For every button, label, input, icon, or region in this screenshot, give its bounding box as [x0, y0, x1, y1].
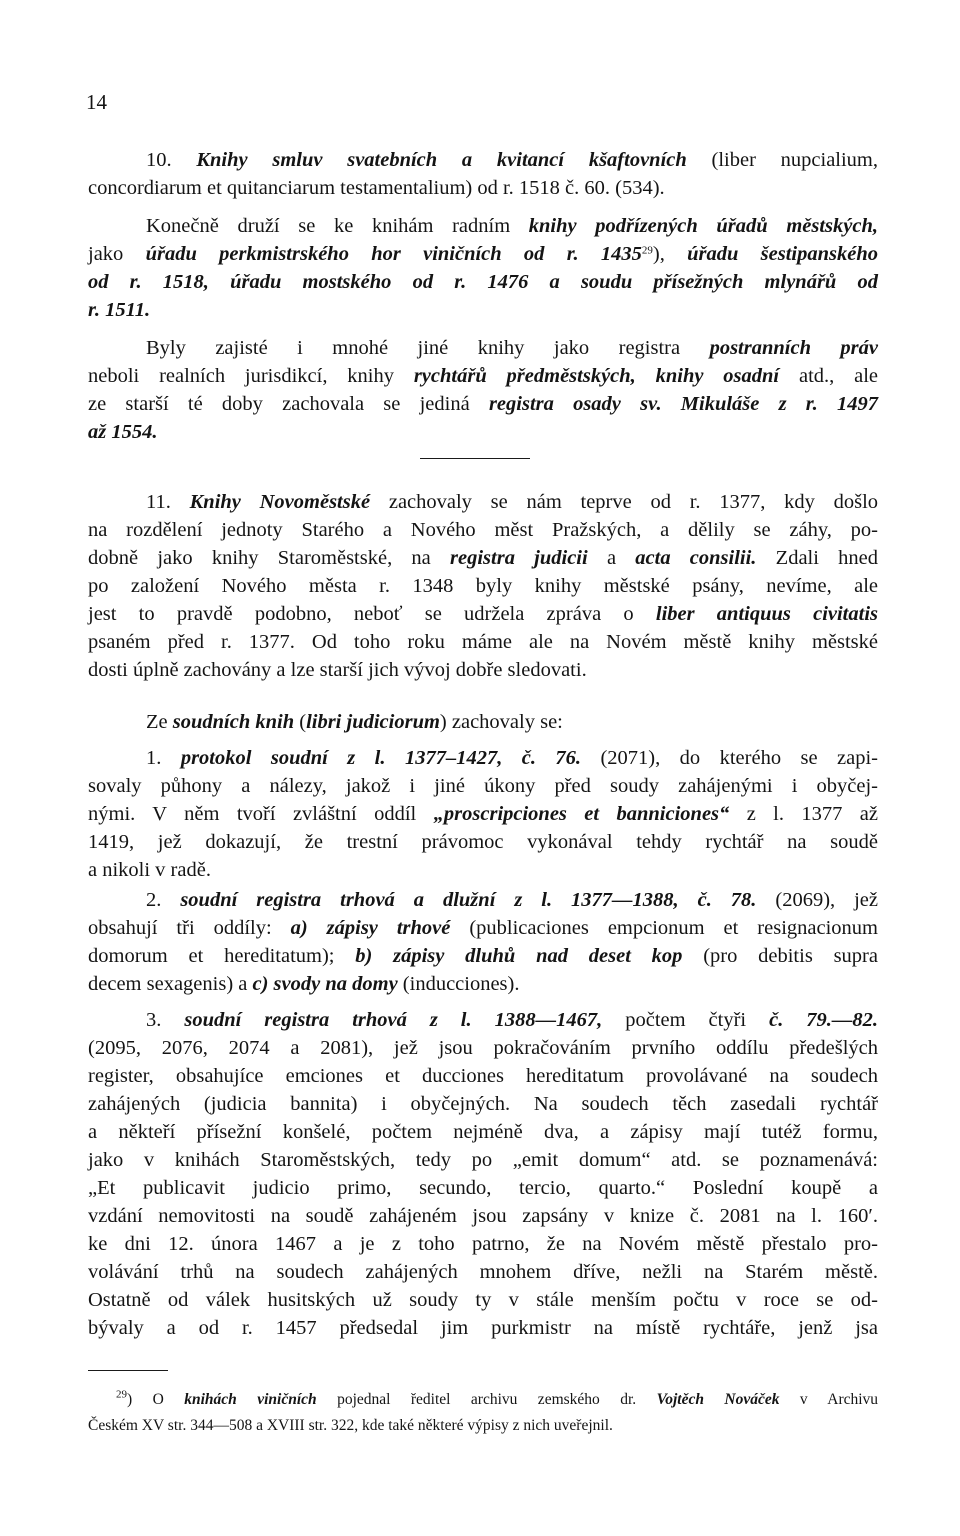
section-11-line-5: jest to pravdě podobno, neboť se udržela zpráva o liber antiquus civitatis — [88, 603, 878, 625]
section-11-line-6: psaném před r. 1377. Od toho roku máme ale na Novém městě knihy městské — [88, 631, 878, 653]
item-1-line-2: sovaly půhony a nálezy, jakož i jiné úkony před soudy zahájenými i obyčej- — [88, 775, 878, 797]
item-3-line-10: volávání trhů na soudech zahájených mnohem dříve, nežli na Starém městě. — [88, 1261, 878, 1283]
section-10-p3-line-3: ze starší té doby zachovala se jediná registra osady sv. Mikuláše z r. 1497 — [88, 393, 879, 415]
section-10-p2-line-2: jako úřadu perkmistrského hor viničních od r. 1435$^{29}$), úřadu šestipanského — [88, 243, 879, 265]
footnote-reference: 29 — [641, 244, 653, 257]
section-10-p3-line-2: neboli realních jurisdikcí, knihy rychtářů předměstských, knihy osadní atd., ale — [88, 365, 878, 387]
item-1-line-3: nými. V něm tvoří zvláštní oddíl „proscripciones et banniciones“ z l. 1377 až — [88, 803, 879, 825]
item-2-line-3: domorum et hereditatum); b) zápisy dluhů nad deset kop (pro debitis supra — [88, 945, 878, 967]
item-3-line-12: bývaly a od r. 1457 předsedal jim purkmistr na místě rychtáře, jenž jsa — [88, 1317, 878, 1339]
item-3-line-7: „Et publicavit judicio primo, secundo, tercio, quarto.“ Poslední koupě a — [88, 1177, 878, 1199]
item-3-line-4: zahájených (judicia bannita) i obyčejných. Na soudech těch zasedali rychtář — [88, 1093, 878, 1115]
item-1-line-1: 1. protokol soudní z l. 1377–1427, č. 76. (2071), do kterého se zapi- — [146, 747, 878, 769]
section-10-p3-line-1: Byly zajisté i mnohé jiné knihy jako registra postranních práv — [146, 337, 879, 359]
item-3-line-9: ke dni 12. února 1467 a je z toho patrno, že na Novém městě přestalo pro- — [88, 1233, 878, 1255]
footnote-line-2: Českém XV str. 344—508 a XVIII str. 322, kde také některé výpisy z nich uveřejnil. — [88, 1417, 613, 1434]
section-11-line-1: 11. Knihy Novoměstské zachovaly se nám teprve od r. 1377, kdy došlo — [146, 491, 879, 513]
section-11-title: Knihy Novoměstské — [189, 491, 371, 513]
item-3-line-6: jako v knihách Staroměstských, tedy po „emit domum“ atd. se poznamenává: — [88, 1149, 878, 1171]
section-11-line-2: na rozdělení jednoty Starého a Nového měst Pražských, a dělily se záhy, po- — [88, 519, 878, 541]
item-1-line-4: 1419, jež dokazují, že trestní právomoc vykonával tehdy rychtář na soudě — [88, 831, 878, 853]
item-3-line-2: (2095, 2076, 2074 a 2081), jež jsou pokračováním prvního oddílu předešlých — [88, 1037, 878, 1059]
section-10-title: Knihy smluv svatebních a kvitancí kšaftovních — [196, 149, 687, 171]
item-1-line-5: a nikoli v radě. — [88, 859, 211, 881]
item-3-line-5: a někteří přísežní konšelé, počtem nejméně dva, a zápisy mají tutéž formu, — [88, 1121, 878, 1143]
section-divider — [420, 458, 530, 459]
item-3-line-11: Ostatně od válek husitských už soudy ty v stále menším počtu v roce se od- — [88, 1289, 878, 1311]
footnote-rule — [88, 1370, 168, 1371]
item-3-line-8: vzdání nemovitosti na soudě zahájeném jsou zapsány v knize č. 2081 na l. 160′. — [88, 1205, 878, 1227]
section-10-p3-line-4: až 1554. — [88, 421, 158, 443]
section-10-line-2: concordiarum et quitanciarum testamentalium) od r. 1518 č. 60. (534). — [88, 177, 665, 199]
footnote-line-1: $^{29}$) O knihách viničních pojednal ředitel archivu zemského dr. Vojtěch Nováček v Archivu — [116, 1388, 879, 1408]
section-11-line-8: Ze soudních knih (libri judiciorum) zachovaly se: — [146, 711, 563, 733]
section-10-p2-line-4: r. 1511. — [88, 299, 151, 321]
section-11-line-4: po založení Nového města r. 1348 byly knihy městské psány, nevíme, ale — [88, 575, 878, 597]
section-10-p2-line-3: od r. 1518, úřadu mostského od r. 1476 a soudu přísežných mlynářů od — [88, 271, 878, 293]
section-11-line-7: dosti úplně zachovány a lze starší jich vývoj dobře sledovati. — [88, 659, 587, 681]
section-11-line-3: dobně jako knihy Staroměstské, na registra judicii a acta consilii. Zdali hned — [88, 547, 879, 569]
section-10-p2-line-1: Konečně druží se ke knihám radním knihy podřízených úřadů městských, — [146, 215, 878, 237]
item-3-line-1: 3. soudní registra trhová z l. 1388—1467, počtem čtyři č. 79.—82. — [146, 1009, 879, 1031]
section-10-line-1: 10. Knihy smluv svatebních a kvitancí kšaftovních (liber nupcialium, — [146, 149, 878, 171]
item-2-line-4: decem sexagenis) a c) svody na domy (inducciones). — [88, 973, 520, 995]
item-3-line-3: register, obsahujíce emciones et ducciones hereditatum provolávané na soudech — [88, 1065, 878, 1087]
item-2-line-2: obsahují tři oddíly: a) zápisy trhové (publicaciones empcionum et resignacionum — [88, 917, 878, 939]
item-2-line-1: 2. soudní registra trhová a dlužní z l. 1377—1388, č. 78. (2069), jež — [146, 889, 878, 911]
page-number: 14 — [86, 90, 107, 114]
